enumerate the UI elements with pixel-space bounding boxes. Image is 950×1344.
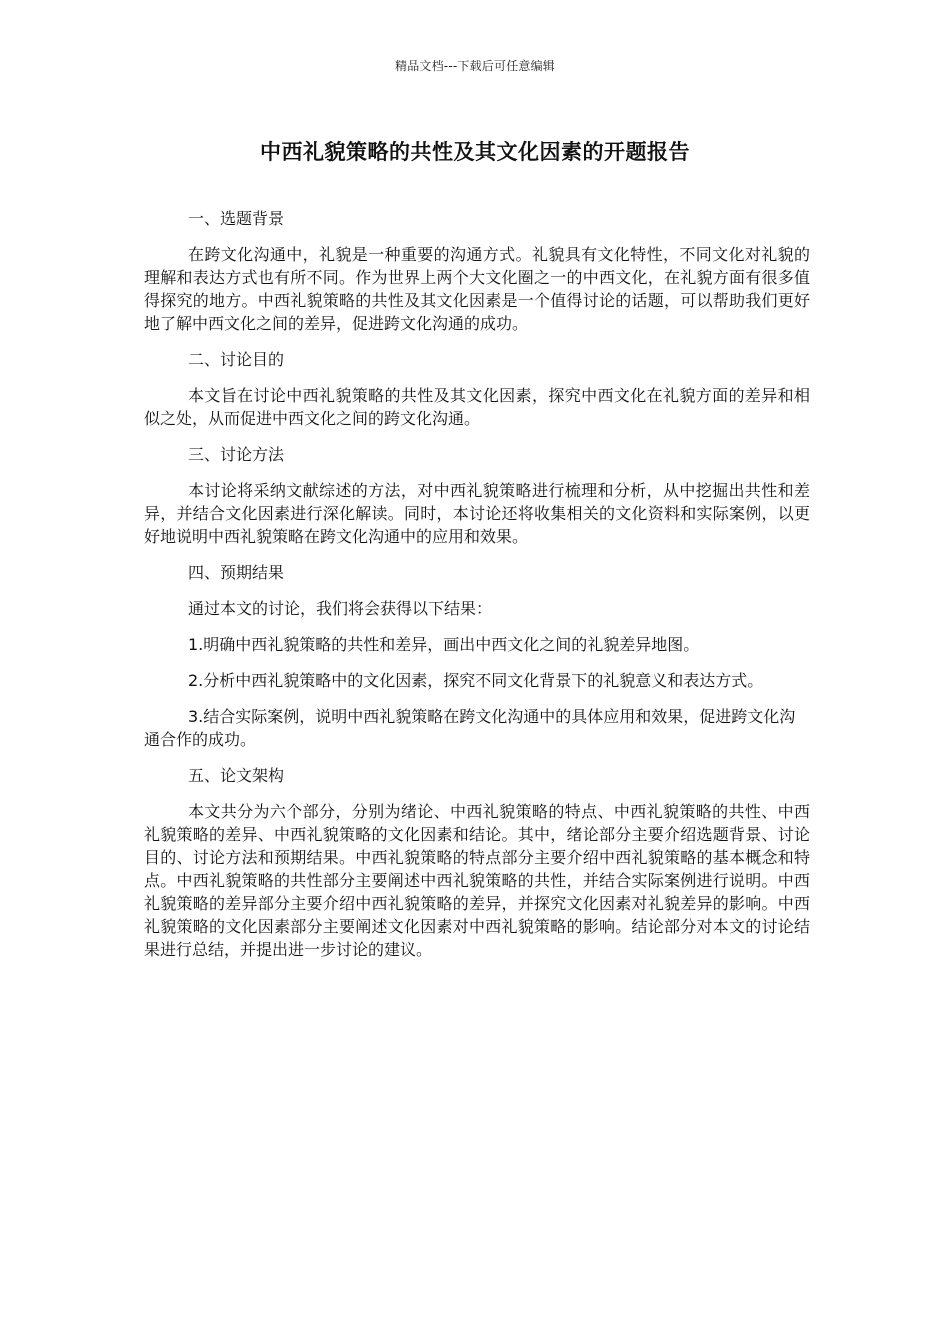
section-method — [144, 443, 810, 548]
section-paragraph: 本文旨在讨论中西礼貌策略的共性及其文化因素，探究中西文化在礼貌方面的差异和相似之处，从而促进中西文化之间的跨文化沟通。 — [144, 386, 810, 428]
result-list-item: 1.明确中西礼貌策略的共性和差异，画出中西文化之间的礼貌差异地图。 — [188, 635, 700, 654]
section-heading: 一、选题背景 — [188, 209, 285, 228]
document-title: 中西礼貌策略的共性及其文化因素的开题报告 — [260, 140, 690, 164]
section-heading: 二、讨论目的 — [188, 350, 285, 369]
section-heading: 四、预期结果 — [188, 563, 285, 582]
section-heading: 三、讨论方法 — [188, 445, 285, 464]
section-heading: 五、论文架构 — [188, 766, 285, 785]
section-background — [144, 207, 810, 335]
result-list-item: 3.结合实际案例，说明中西礼貌策略在跨文化沟通中的具体应用和效果，促进跨文化沟通合作的成功。 — [144, 707, 796, 749]
section-structure — [144, 764, 810, 961]
section-paragraph: 本讨论将采纳文献综述的方法，对中西礼貌策略进行梳理和分析，从中挖掘出共性和差异，并结合文化因素进行深化解读。同时，本讨论还将收集相关的文化资料和实际案例，以更好地说明中西礼貌策略在跨文化沟通中的应用和效果。 — [144, 481, 810, 546]
section-purpose — [144, 348, 810, 430]
section-paragraph: 本文共分为六个部分，分别为绪论、中西礼貌策略的特点、中西礼貌策略的共性、中西礼貌策略的差异、中西礼貌策略的文化因素和结论。其中，绪论部分主要介绍选题背景、讨论目的、讨论方法和预期结果。中西礼貌策略的特点部分主要介绍中西礼貌策略的基本概念和特点。中西礼貌策略的共性部分主要阐述中西礼貌策略的共性，并结合实际案例进行说明。中西礼貌策略的差异部分主要介绍中西礼貌策略的差异，并探究文化因素对礼貌差异的影响。中西礼貌策略的文化因素部分主要阐述文化因素对中西礼貌策略的影响。结论部分对本文的讨论结果进行总结，并提出进一步讨论的建议。 — [144, 802, 810, 959]
section-paragraph: 在跨文化沟通中，礼貌是一种重要的沟通方式。礼貌具有文化特性，不同文化对礼貌的理解和表达方式也有所不同。作为世界上两个大文化圈之一的中西文化，在礼貌方面有很多值得探究的地方。中西礼貌策略的共性及其文化因素是一个值得讨论的话题，可以帮助我们更好地了解中西文化之间的差异，促进跨文化沟通的成功。 — [144, 245, 810, 333]
page-header-note: 精品文档---下载后可任意编辑 — [395, 59, 555, 73]
section-paragraph: 通过本文的讨论，我们将会获得以下结果： — [188, 599, 493, 618]
result-list-item: 2.分析中西礼貌策略中的文化因素，探究不同文化背景下的礼貌意义和表达方式。 — [188, 671, 764, 690]
document-body — [144, 207, 810, 974]
section-expected-results — [144, 561, 810, 751]
